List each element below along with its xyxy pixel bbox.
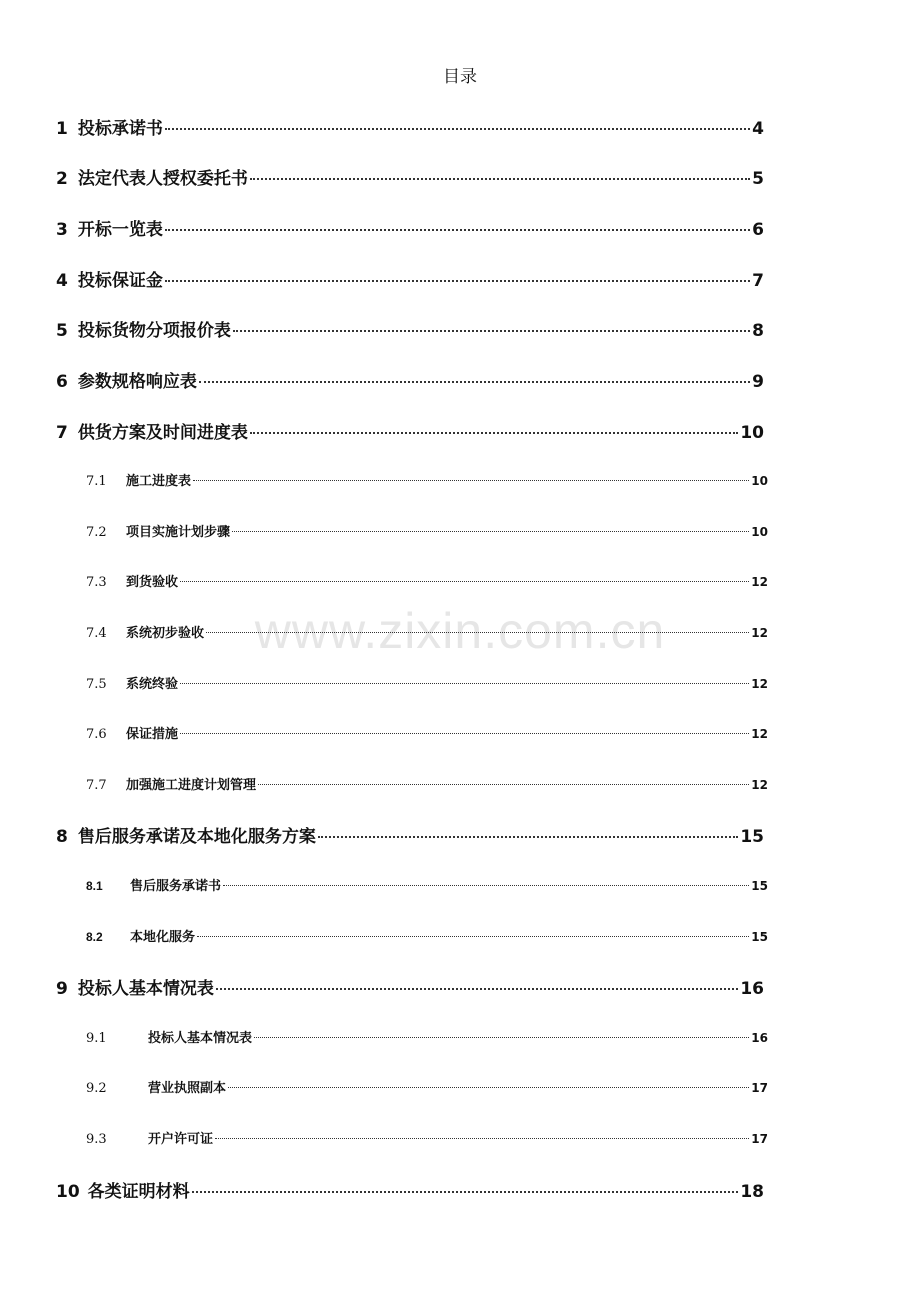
toc-entry-5[interactable] xyxy=(56,316,764,341)
toc-entry-title: 系统终验 xyxy=(126,677,179,692)
toc-entry-number: 8.1 xyxy=(86,879,103,893)
watermark: www.zixin.com.cn xyxy=(254,603,666,659)
toc-entry-number: 9 xyxy=(56,979,68,999)
toc-entry-page: 4 xyxy=(752,119,764,139)
dot-leader xyxy=(318,836,738,838)
toc-entry-title: 开标一览表 xyxy=(77,220,163,240)
toc-entry-number: 8 xyxy=(56,827,68,847)
dot-leader xyxy=(232,531,749,532)
toc-entry-page: 10 xyxy=(740,423,764,443)
toc-entry-page: 9 xyxy=(752,372,764,392)
toc-entry-10[interactable] xyxy=(56,1177,764,1202)
dot-leader xyxy=(180,683,749,684)
toc-entry-number: 7.6 xyxy=(86,727,107,742)
toc-entry-number: 7.5 xyxy=(86,677,107,692)
toc-entry-title: 系统初步验收 xyxy=(126,626,205,641)
toc-entry-page: 17 xyxy=(751,1132,768,1146)
toc-entry-3[interactable] xyxy=(56,215,764,240)
toc-entry-8-2[interactable] xyxy=(86,926,768,945)
dot-leader xyxy=(206,632,749,633)
dot-leader xyxy=(165,128,750,130)
toc-entry-page: 12 xyxy=(751,677,768,691)
toc-entry-title: 投标承诺书 xyxy=(77,119,163,139)
toc-entry-1[interactable] xyxy=(56,114,764,139)
dot-leader xyxy=(197,936,749,937)
dot-leader xyxy=(258,784,749,785)
toc-entry-title: 供货方案及时间进度表 xyxy=(77,423,248,443)
toc-entry-title: 投标人基本情况表 xyxy=(148,1031,253,1046)
toc-entry-9-3[interactable] xyxy=(86,1128,768,1147)
toc-entry-title: 本地化服务 xyxy=(130,930,196,945)
dot-leader xyxy=(180,581,749,582)
toc-entry-number: 9.2 xyxy=(86,1081,107,1096)
dot-leader xyxy=(180,733,749,734)
toc-entry-7-7[interactable] xyxy=(86,774,768,793)
dot-leader xyxy=(250,432,738,434)
toc-entry-number: 7 xyxy=(56,423,68,443)
dot-leader xyxy=(216,988,738,990)
toc-entry-7-2[interactable] xyxy=(86,521,768,540)
toc-entry-page: 5 xyxy=(752,169,764,189)
toc-entry-page: 17 xyxy=(751,1081,768,1095)
dot-leader xyxy=(254,1037,749,1038)
toc-entry-8-1[interactable] xyxy=(86,875,768,894)
toc-entry-number: 5 xyxy=(56,321,68,341)
toc-entry-page: 10 xyxy=(751,525,768,539)
toc-entry-page: 12 xyxy=(751,778,768,792)
dot-leader xyxy=(165,229,750,231)
toc-entry-number: 3 xyxy=(56,220,68,240)
toc-entry-page: 12 xyxy=(751,727,768,741)
dot-leader xyxy=(193,480,749,481)
toc-entry-number: 9.3 xyxy=(86,1132,107,1147)
toc-entry-page: 16 xyxy=(740,979,764,999)
toc-entry-9[interactable] xyxy=(56,974,764,999)
dot-leader xyxy=(199,381,750,383)
toc-entry-7-6[interactable] xyxy=(86,723,768,742)
toc-entry-number: 8.2 xyxy=(86,930,103,944)
toc-entry-title: 投标保证金 xyxy=(77,271,163,291)
toc-entry-title: 各类证明材料 xyxy=(87,1182,190,1202)
toc-entry-title: 到货验收 xyxy=(126,575,179,590)
toc-entry-7-5[interactable] xyxy=(86,673,768,692)
toc-entry-page: 10 xyxy=(751,474,768,488)
dot-leader xyxy=(165,280,750,282)
dot-leader xyxy=(223,885,749,886)
toc-entry-number: 7.1 xyxy=(86,474,107,489)
toc-entry-title: 法定代表人授权委托书 xyxy=(77,169,248,189)
toc-entry-page: 15 xyxy=(751,930,768,944)
toc-entry-number: 7.3 xyxy=(86,575,107,590)
toc-entry-9-1[interactable] xyxy=(86,1027,768,1046)
dot-leader xyxy=(192,1191,739,1193)
toc-entry-title: 开户许可证 xyxy=(148,1132,214,1147)
toc-entry-title: 投标人基本情况表 xyxy=(77,979,214,999)
dot-leader xyxy=(228,1087,749,1088)
toc-entry-page: 6 xyxy=(752,220,764,240)
toc-entry-title: 投标货物分项报价表 xyxy=(77,321,231,341)
toc-entry-7-3[interactable] xyxy=(86,571,768,590)
toc-entry-title: 售后服务承诺及本地化服务方案 xyxy=(77,827,316,847)
toc-entry-title: 施工进度表 xyxy=(126,474,192,489)
toc-entry-page: 7 xyxy=(752,271,764,291)
toc-entry-number: 7.2 xyxy=(86,525,107,540)
toc-entry-8[interactable] xyxy=(56,822,764,847)
toc-entry-number: 7.4 xyxy=(86,626,107,641)
toc-entry-number: 10 xyxy=(56,1182,80,1202)
toc-entry-page: 12 xyxy=(751,626,768,640)
toc-entry-page: 16 xyxy=(751,1031,768,1045)
toc-entry-6[interactable] xyxy=(56,367,764,392)
dot-leader xyxy=(250,178,750,180)
toc-entry-4[interactable] xyxy=(56,266,764,291)
toc-entry-page: 8 xyxy=(752,321,764,341)
toc-entry-number: 1 xyxy=(56,119,68,139)
toc-entry-7-4[interactable] xyxy=(86,622,768,641)
dot-leader xyxy=(215,1138,749,1139)
toc-entry-title: 保证措施 xyxy=(126,727,179,742)
toc-entry-title: 参数规格响应表 xyxy=(77,372,197,392)
toc-entry-7[interactable] xyxy=(56,418,764,443)
toc-entry-page: 15 xyxy=(740,827,764,847)
toc-entry-title: 售后服务承诺书 xyxy=(130,879,222,894)
toc-entry-title: 项目实施计划步骤 xyxy=(126,525,231,540)
toc-entry-page: 12 xyxy=(751,575,768,589)
dot-leader xyxy=(233,330,750,332)
toc-entry-number: 7.7 xyxy=(86,778,107,793)
toc-entry-7-1[interactable] xyxy=(86,470,768,489)
toc-entry-title: 加强施工进度计划管理 xyxy=(126,778,257,793)
toc-entry-number: 6 xyxy=(56,372,68,392)
toc-entry-number: 9.1 xyxy=(86,1031,107,1046)
toc-entry-title: 营业执照副本 xyxy=(148,1081,227,1096)
toc-title: 目录 xyxy=(443,67,477,87)
toc-entry-2[interactable] xyxy=(56,164,764,189)
toc-entry-page: 15 xyxy=(751,879,768,893)
toc-entry-number: 4 xyxy=(56,271,68,291)
toc-entry-9-2[interactable] xyxy=(86,1077,768,1096)
toc-entry-page: 18 xyxy=(740,1182,764,1202)
toc-entry-number: 2 xyxy=(56,169,68,189)
